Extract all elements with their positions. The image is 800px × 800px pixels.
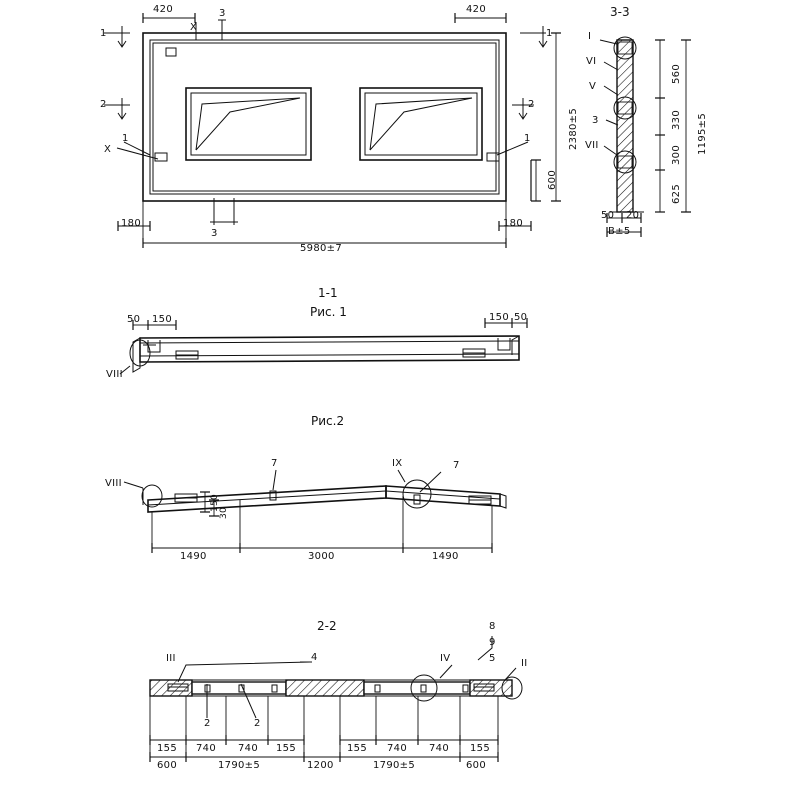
fig-2-dim-30: 30 [219, 506, 229, 519]
plan-dim-top-left: 420 [153, 4, 173, 15]
view-2-2-dim-r1-6: 740 [429, 743, 449, 754]
view-1-1-dim-left-a: 50 [127, 314, 141, 325]
section-dim-625: 625 [671, 184, 682, 204]
section-3-3-geometry [600, 37, 644, 212]
view-2-2-mark-4: 4 [311, 652, 318, 663]
view-2-2-mark-8: 8 [489, 621, 496, 632]
plan-dim-top-right: 420 [466, 4, 486, 15]
view-2-2-dim-r1-1: 740 [196, 743, 216, 754]
plan-mark-1-top-right: 1 [546, 28, 553, 39]
view-1-1-dim-left-b: 150 [152, 314, 172, 325]
fig-2-mark-7-right: 7 [453, 460, 460, 471]
fig-2-dim-1490-left: 1490 [180, 551, 207, 562]
view-2-2-dim-r2-0: 600 [157, 760, 177, 771]
view-1-1-geometry [120, 336, 519, 374]
fig-2-mark-viii: VIII [105, 478, 122, 489]
view-2-2-mark-5: 5 [489, 653, 496, 664]
view-2-2-mark-iii: III [166, 653, 176, 664]
view-2-2-mark-2-left: 2 [204, 718, 211, 729]
fig-2-mark-ix: IX [392, 458, 403, 469]
view-2-2-mark-9: 9 [489, 637, 496, 648]
plan-dimensions [118, 13, 561, 248]
view-2-2-geometry [150, 636, 522, 718]
view-2-2-mark-iv: IV [440, 653, 451, 664]
view-2-2-mark-ii: II [521, 658, 528, 669]
view-2-2-dim-r1-5: 740 [387, 743, 407, 754]
view-2-2-dim-r1-4: 155 [347, 743, 367, 754]
section-dim-overall: 1195±5 [697, 113, 708, 155]
view-2-2-title: 2-2 [317, 619, 337, 633]
view-1-1-dimensions [133, 318, 527, 330]
fig-2-geometry [124, 470, 506, 516]
plan-mark-x-left: X [104, 144, 112, 155]
view-1-1-dim-right-a: 150 [489, 312, 509, 323]
plan-mark-2-left: 2 [100, 99, 107, 110]
plan-dim-height: 2380±5 [568, 108, 579, 150]
section-mark-3: 3 [592, 115, 599, 126]
fig-2-dimensions [152, 493, 492, 553]
fig-2-dim-150: 150 [210, 493, 220, 512]
view-1-1-title: 1-1 [318, 286, 338, 300]
view-2-2-mark-2-right: 2 [254, 718, 261, 729]
section-mark-i: I [588, 31, 592, 42]
fig-2-mark-7-left: 7 [271, 458, 278, 469]
view-2-2-dim-r2-3: 1790±5 [373, 760, 415, 771]
section-dim-300: 300 [671, 145, 682, 165]
section-mark-vii: VII [585, 140, 599, 151]
plan-mark-1-top-left: 1 [100, 28, 107, 39]
plan-dim-length: 5980±7 [300, 243, 342, 254]
section-dim-50: 50 [601, 210, 615, 221]
plan-mark-2-right: 2 [528, 99, 535, 110]
section-dim-560: 560 [671, 64, 682, 84]
section-dim-20: 20 [626, 210, 640, 221]
view-2-2-dim-r1-7: 155 [470, 743, 490, 754]
plan-section-3-bottom: 3 [211, 228, 218, 239]
view-1-1-dim-right-b: 50 [514, 312, 528, 323]
plan-dim-bottom-right: 180 [503, 218, 523, 229]
plan-dim-bottom-left: 180 [121, 218, 141, 229]
plan-section-3-top: 3 [219, 8, 226, 19]
view-2-2-dim-r1-0: 155 [157, 743, 177, 754]
section-dim-thickness: B±5 [608, 226, 631, 237]
section-dim-330: 330 [671, 110, 682, 130]
view-2-2-dim-r1-3: 155 [276, 743, 296, 754]
view-1-1-mark-viii: VIII [106, 369, 123, 380]
view-2-2-dim-r1-2: 740 [238, 743, 258, 754]
view-2-2-dim-r2-2: 1200 [307, 760, 334, 771]
view-2-2-dim-r2-4: 600 [466, 760, 486, 771]
section-3-3-title: 3-3 [610, 5, 630, 19]
plan-view-outline [143, 33, 506, 201]
section-mark-v: V [589, 81, 597, 92]
plan-mark-x-top: X [190, 22, 198, 33]
fig-2-dim-3000: 3000 [308, 551, 335, 562]
plan-dim-inner: 600 [547, 170, 558, 190]
fig-2-caption: Рис.2 [311, 414, 345, 428]
plan-mark-1-left: 1 [122, 133, 129, 144]
fig-2-dim-1490-right: 1490 [432, 551, 459, 562]
section-mark-vi: VI [586, 56, 597, 67]
view-2-2-dim-r2-1: 1790±5 [218, 760, 260, 771]
fig-1-caption: Рис. 1 [310, 305, 347, 319]
plan-mark-1-right: 1 [524, 133, 531, 144]
